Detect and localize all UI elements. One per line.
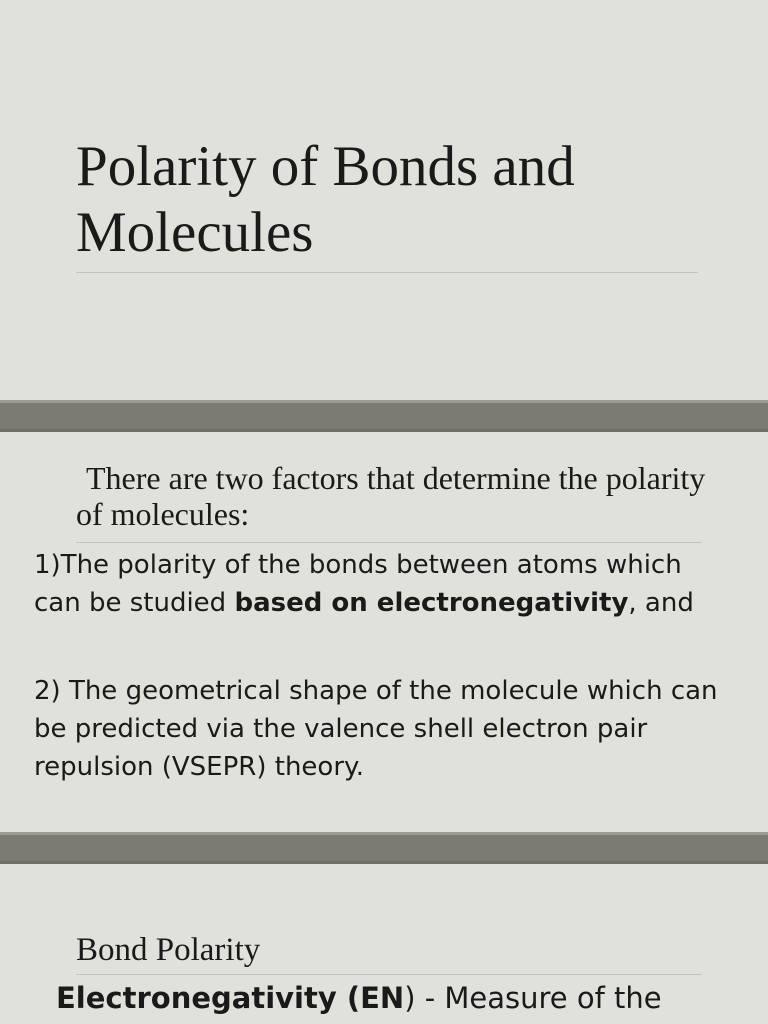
slide-factors [0, 432, 768, 832]
electronegativity-term: Electronegativity (EN [56, 981, 405, 1015]
title-divider [76, 272, 698, 273]
slide-separator [0, 832, 768, 864]
factors-heading-text: There are two factors that determine the polarity of molecules: [76, 460, 706, 532]
factors-divider [76, 542, 702, 543]
factor-point-1 [34, 546, 724, 622]
electronegativity-definition [56, 978, 756, 1018]
slide-title-heading: Polarity of Bonds and Molecules [76, 135, 575, 264]
bond-polarity-divider [76, 974, 702, 975]
slide-separator [0, 400, 768, 432]
electronegativity-definition-text: ) - Measure of the [404, 981, 662, 1015]
factor-point-2: 2) The geometrical shape of the molecule which can be predicted via the valence shell electron pair repulsion (VSEPR) theory. [34, 676, 718, 782]
bond-polarity-heading: Bond Polarity [76, 932, 261, 968]
factor-point-1-emphasis: based on electronegativity [234, 588, 629, 618]
slide-bond-polarity [0, 864, 768, 1024]
slide-title [0, 0, 768, 400]
factors-heading [76, 460, 716, 532]
factor-point-1-suffix: , and [628, 588, 694, 618]
factor-point-1-text: 1)The polarity of the bonds between atoms which can be studied [34, 550, 682, 618]
